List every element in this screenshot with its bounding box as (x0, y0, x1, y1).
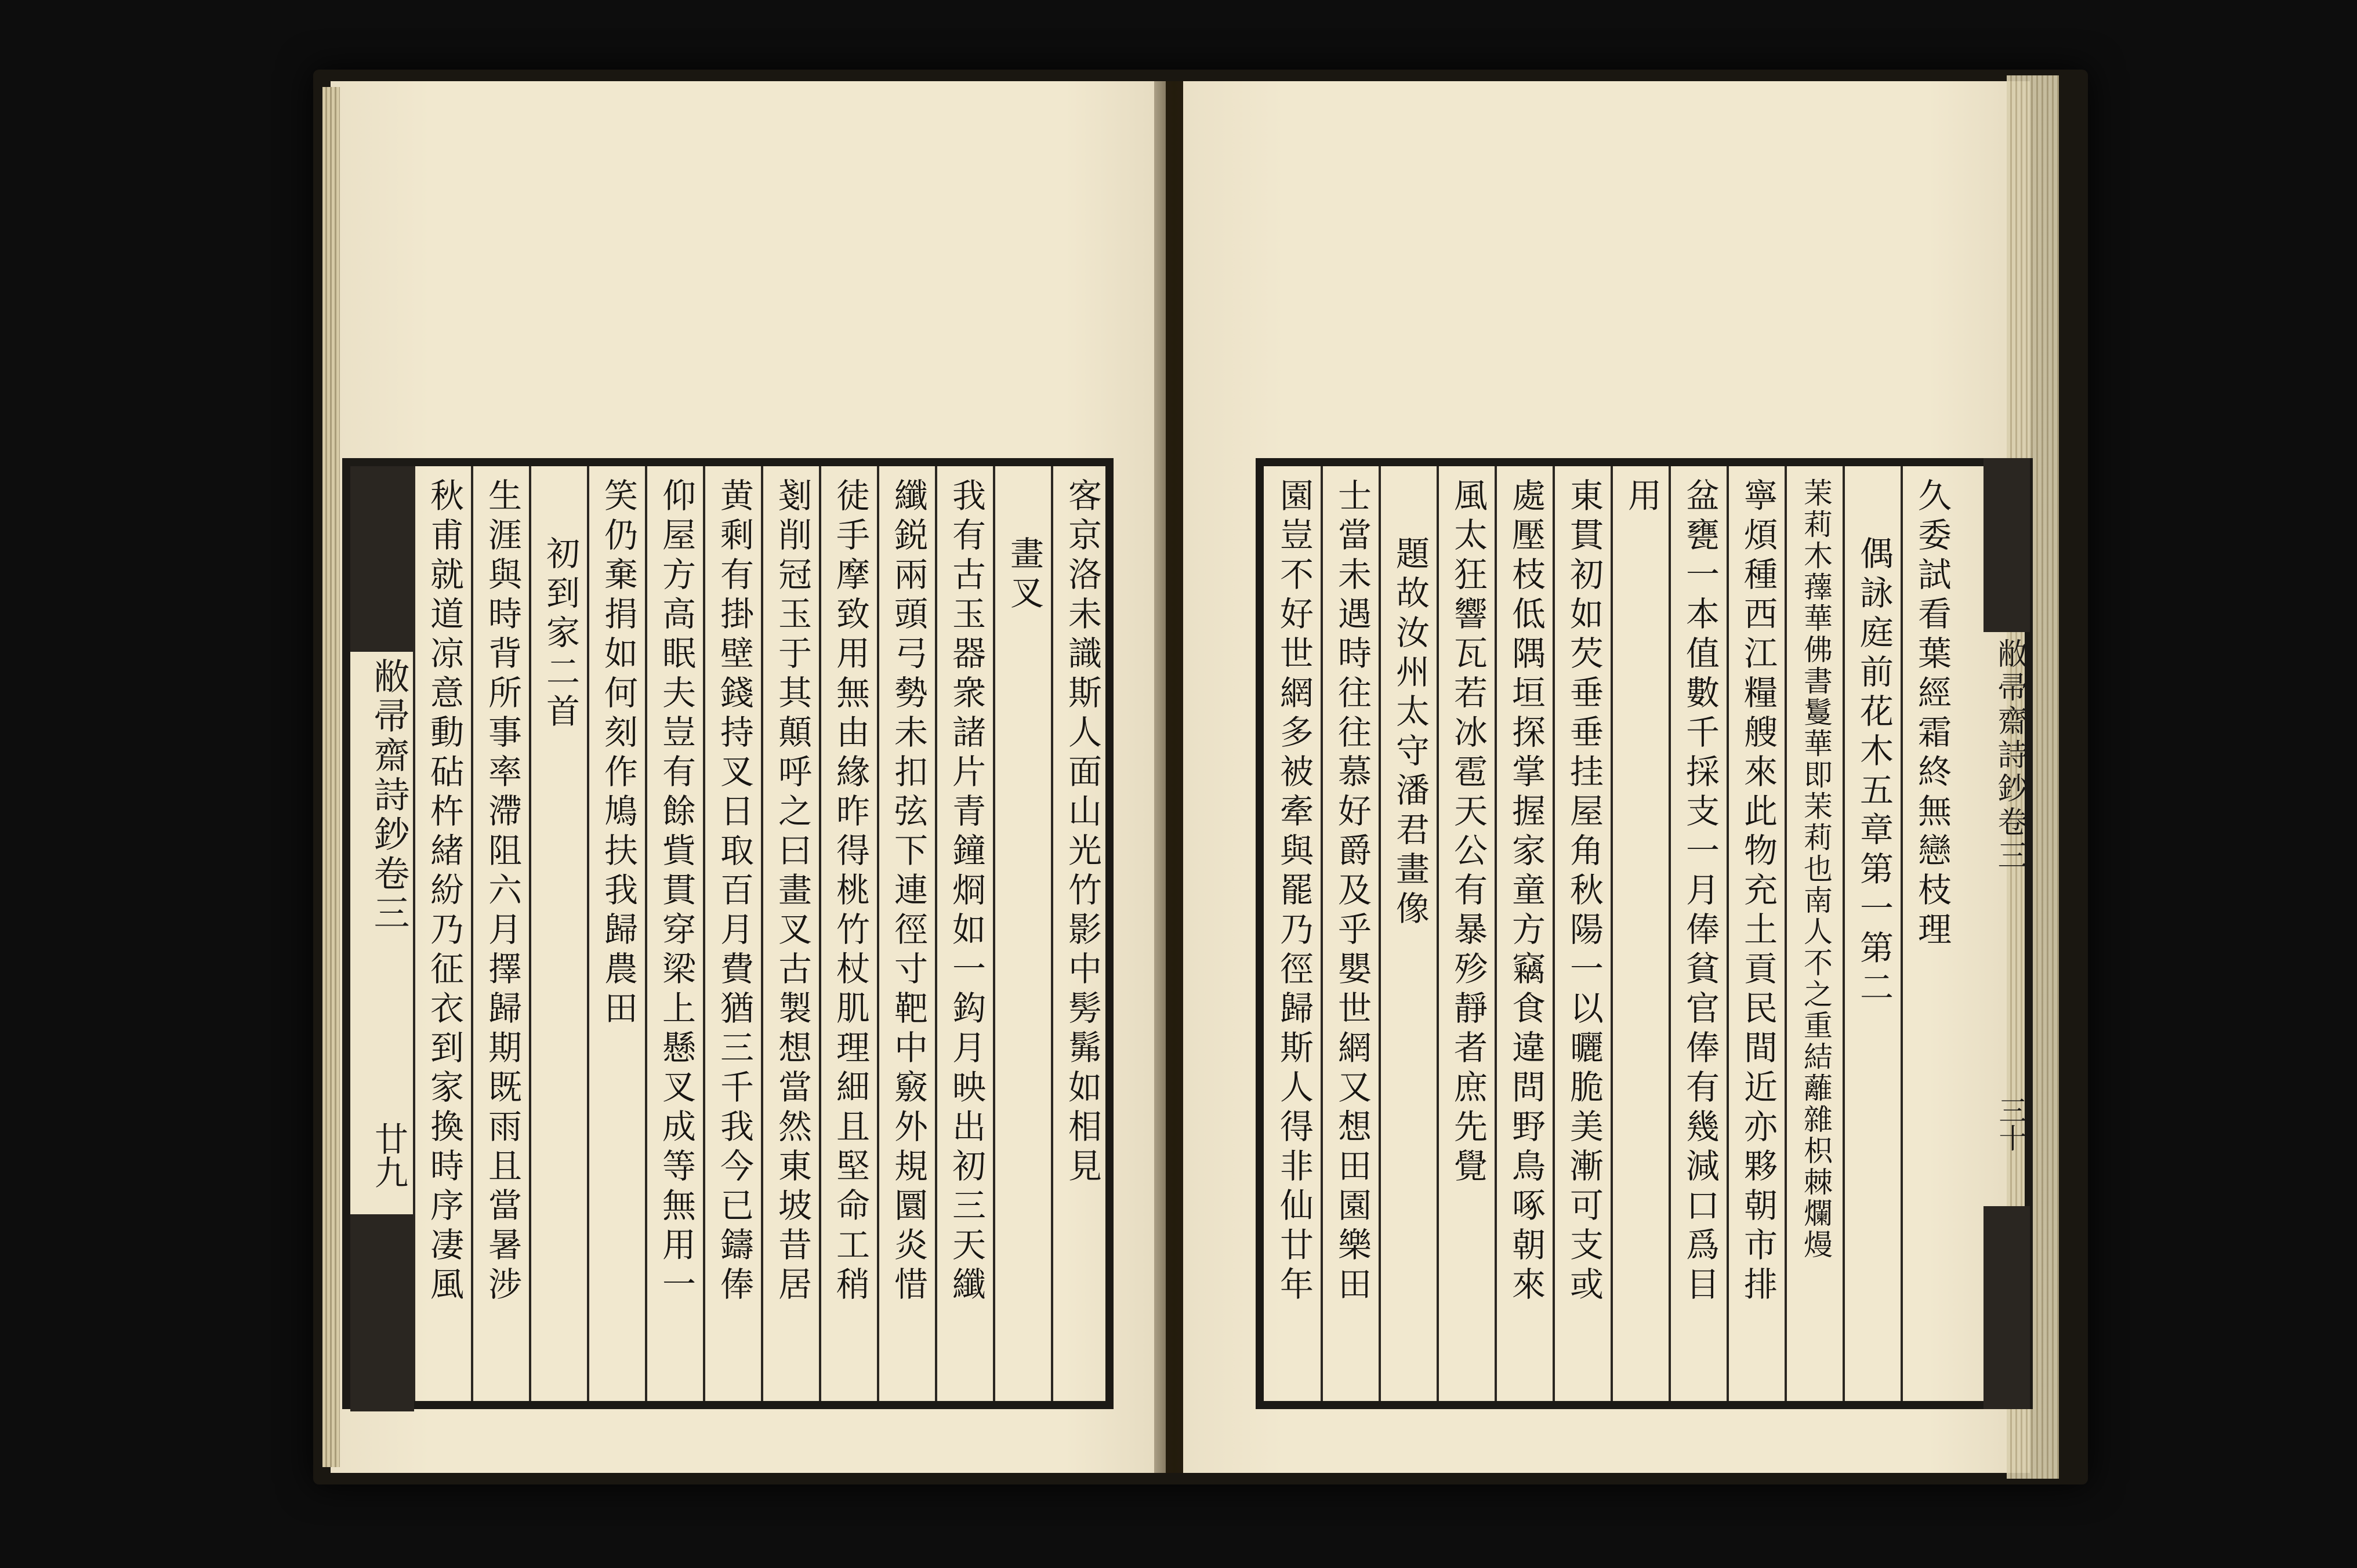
margin-band-bottom (1983, 1206, 2030, 1409)
column-rule (1727, 466, 1729, 1401)
column-rule (1379, 466, 1381, 1401)
left-text-frame (342, 458, 1114, 1409)
column-rule (877, 466, 879, 1401)
text-column: 仰屋方高眠夫豈有餘貲貫穿梁上懸叉成等無用一 (657, 478, 696, 1306)
column-rule (1321, 466, 1323, 1401)
text-column: 茉莉木蘀華佛書鬘華即茉莉也南人不之重結蘺雜枳棘爛熳 (1799, 478, 1833, 1261)
text-column: 寧煩種西江糧艘來此物充土貢民間近亦夥朝市排 (1738, 478, 1778, 1306)
column-rule (1553, 466, 1555, 1401)
text-column: 剗削冠玉于其顛呼之曰畫叉古製想當然東坡昔居 (773, 478, 812, 1306)
text-column: 園豈不好世網多被牽與罷乃徑歸斯人得非仙廿年 (1274, 478, 1314, 1306)
text-column: 盆甕一本值數千採支一月俸貧官俸有幾減口爲目 (1680, 478, 1720, 1306)
column-rule (1843, 466, 1845, 1401)
column-rule (1611, 466, 1613, 1401)
text-column: 士當未遇時往往慕好爵及乎嬰世網又想田園樂田 (1332, 478, 1372, 1306)
text-column: 我有古玉器衆諸片青鐘烱如一鈎月映出初三天纖 (947, 478, 986, 1306)
column-rule (529, 466, 531, 1401)
text-column: 徒手摩致用無由緣昨得桃竹杖肌理細且堅命工稍 (831, 478, 870, 1306)
column-rule (761, 466, 763, 1401)
left-margin-title: 敝帚齋詩鈔卷三 (368, 658, 410, 934)
left-page-edge (322, 87, 340, 1467)
column-rule (413, 466, 415, 1401)
column-rule (1495, 466, 1497, 1401)
text-column: 客京洛未識斯人面山光竹影中髣髴如相見 (1063, 478, 1102, 1188)
text-column: 風太狂響瓦若冰雹天公有暴殄靜者庶先覺 (1448, 478, 1488, 1188)
text-column: 秋甫就道凉意動砧杵緒紛乃征衣到家換時序凄風 (425, 478, 464, 1306)
poem-title: 初到家二首 (541, 536, 580, 733)
margin-band-top (350, 466, 414, 652)
poem-title: 畫叉 (1005, 536, 1044, 615)
margin-band-bottom (350, 1214, 414, 1411)
text-column: 久委試看葉經霜終無戀枝理 (1912, 478, 1952, 951)
right-margin-title: 敝帚齋詩鈔卷三 (1992, 638, 2027, 873)
text-column: 笑仍棄捐如何刻作鳩扶我歸農田 (599, 478, 638, 1030)
text-column: 黄剩有掛壁錢持叉日取百月費猶三千我今已鑄俸 (715, 478, 754, 1306)
column-rule (819, 466, 821, 1401)
text-column: 纖鋭兩頭弓勢未扣弦下連徑寸靶中竅外規圜炎惜 (889, 478, 928, 1306)
column-rule (1901, 466, 1903, 1401)
left-page-number: 廿九 (369, 1121, 408, 1189)
column-rule (935, 466, 937, 1401)
column-rule (993, 466, 995, 1401)
column-rule (1051, 466, 1053, 1401)
poem-title: 偶詠庭前花木五章第一第二 (1854, 536, 1894, 1009)
column-rule (1669, 466, 1671, 1401)
right-text-frame (1256, 458, 2033, 1409)
column-rule (645, 466, 647, 1401)
column-rule (1437, 466, 1439, 1401)
right-margin-strip (1983, 458, 2030, 1409)
poem-title: 題故汝州太守潘君畫像 (1390, 536, 1430, 930)
column-rule (471, 466, 473, 1401)
margin-band-top (1983, 458, 2030, 632)
text-column: 生涯與時背所事率滯阻六月擇歸期既雨且當暑涉 (483, 478, 522, 1306)
right-page-number: 三十 (1994, 1096, 2026, 1152)
text-column: 處壓枝低隅垣探掌握家童方竊食違問野鳥啄朝來 (1506, 478, 1546, 1306)
left-margin-strip (350, 466, 414, 1401)
text-column: 東貫初如芡垂垂挂屋角秋陽一以曬脆美漸可支或 (1564, 478, 1604, 1306)
column-rule (587, 466, 589, 1401)
text-column: 用 (1622, 478, 1662, 517)
column-rule (703, 466, 705, 1401)
column-rule (1785, 466, 1787, 1401)
